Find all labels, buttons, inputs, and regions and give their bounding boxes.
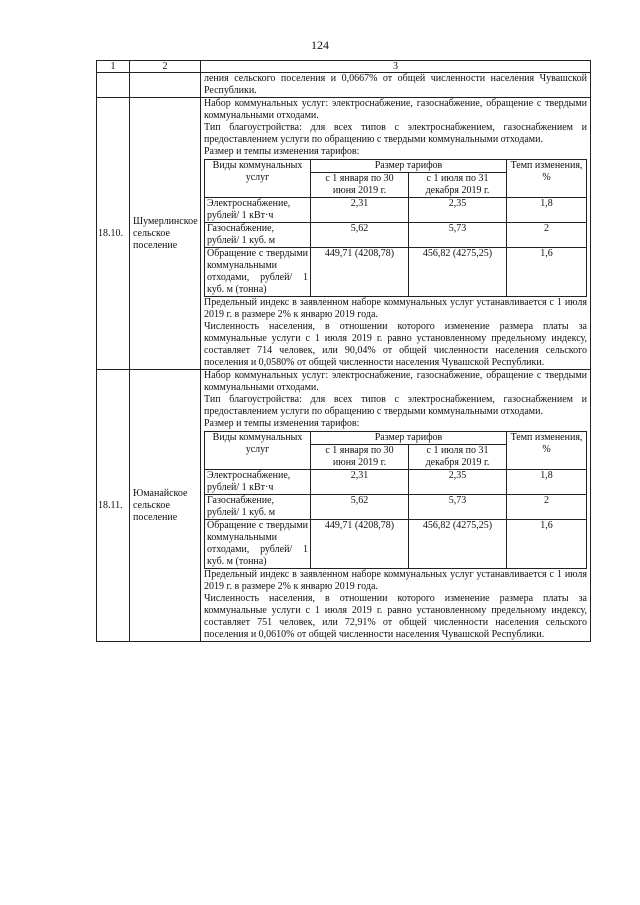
tariff-rate: 1,8 (507, 198, 587, 223)
entry-row (97, 98, 591, 370)
tariff-service: Газоснабжение, рублей/ 1 куб. м (205, 223, 311, 248)
tariff-table (204, 431, 587, 569)
entry-number: 18.10. (97, 98, 130, 370)
tariff-period2: 2,35 (409, 470, 507, 495)
tariff-period1: 5,62 (311, 495, 409, 520)
main-table (96, 60, 591, 642)
improvement-text: Тип благоустройства: для всех типов с электроснабжением, газоснабжением и предоставлением услуги по обращению с твердыми коммунальными отходами. (204, 122, 587, 145)
tariff-period1: 2,31 (311, 198, 409, 223)
col-tariff-size-header: Размер тарифов (311, 432, 507, 445)
col-rate-header: Темп изменения, % (507, 432, 587, 470)
column-header-3: 3 (201, 61, 591, 73)
entry-name: Шумерлинское сельское поселение (133, 215, 198, 251)
services-text: Набор коммунальных услуг: электроснабжение, газоснабжение, обращение с твердыми коммунальными отходами. (204, 370, 587, 393)
tariff-rate: 1,6 (507, 248, 587, 297)
tariff-service: Газоснабжение, рублей/ 1 куб. м (205, 495, 311, 520)
tariff-row (205, 248, 587, 297)
carryover-text: ления сельского поселения и 0,0667% от общей численности населения Чувашской Республики. (204, 73, 587, 96)
col-services-header: Виды коммунальных услуг (205, 432, 311, 470)
tariff-service: Обращение с твердыми коммунальными отходами, рублей/ 1 куб. м (тонна) (205, 520, 311, 569)
tariff-period1: 449,71 (4208,78) (311, 248, 409, 297)
index-text: Предельный индекс в заявленном наборе коммунальных услуг устанавливается с 1 июля 2019 г. в размере 2% к январю 2019 года. (204, 297, 587, 320)
tariff-period1: 2,31 (311, 470, 409, 495)
tariff-period1: 5,62 (311, 223, 409, 248)
services-text: Набор коммунальных услуг: электроснабжение, газоснабжение, обращение с твердыми коммунальными отходами. (204, 98, 587, 121)
page-number: 124 (311, 38, 329, 52)
col-period2-header: с 1 июля по 31 декабря 2019 г. (409, 445, 507, 470)
tariff-period2: 5,73 (409, 495, 507, 520)
col-period1-header: с 1 января по 30 июня 2019 г. (311, 173, 409, 198)
tariff-service: Электроснабжение, рублей/ 1 кВт·ч (205, 198, 311, 223)
tariff-rate: 1,8 (507, 470, 587, 495)
tariff-rate: 1,6 (507, 520, 587, 569)
tariff-period2: 2,35 (409, 198, 507, 223)
entry-name: Юманайское сельское поселение (133, 487, 188, 523)
population-text: Численность населения, в отношении которого изменение размера платы за коммунальные услуги с 1 июля 2019 г. равно установленному предельному индексу, составляет 751 человек, или 72,91% от общей численности населения сельского поселения и 0,0610% от общей численности населения Чувашской Республики. (204, 593, 587, 640)
tariff-service: Электроснабжение, рублей/ 1 кВт·ч (205, 470, 311, 495)
tariffs-heading: Размер и темпы изменения тарифов: (204, 146, 360, 157)
entry-number: 18.11. (97, 370, 130, 642)
column-header-2: 2 (130, 61, 201, 73)
tariff-rate: 2 (507, 223, 587, 248)
tariff-row (205, 470, 587, 495)
tariff-rate: 2 (507, 495, 587, 520)
tariff-row (205, 495, 587, 520)
entry-row (97, 370, 591, 642)
tariff-period1: 449,71 (4208,78) (311, 520, 409, 569)
tariff-period2: 456,82 (4275,25) (409, 520, 507, 569)
tariff-period2: 5,73 (409, 223, 507, 248)
index-text: Предельный индекс в заявленном наборе коммунальных услуг устанавливается с 1 июля 2019 г. в размере 2% к январю 2019 года. (204, 569, 587, 592)
col-rate-header: Темп изменения, % (507, 160, 587, 198)
column-header-1: 1 (97, 61, 130, 73)
improvement-text: Тип благоустройства: для всех типов с электроснабжением, газоснабжением и предоставлением услуги по обращению с твердыми коммунальными отходами. (204, 394, 587, 417)
entry-content (201, 98, 591, 370)
col-period2-header: с 1 июля по 31 декабря 2019 г. (409, 173, 507, 198)
column-header-row (97, 61, 591, 73)
col-period1-header: с 1 января по 30 июня 2019 г. (311, 445, 409, 470)
col-tariff-size-header: Размер тарифов (311, 160, 507, 173)
tariff-row (205, 223, 587, 248)
tariff-row (205, 198, 587, 223)
tariff-table (204, 159, 587, 297)
carryover-row (97, 73, 591, 98)
col-services-header: Виды коммунальных услуг (205, 160, 311, 198)
tariffs-heading: Размер и темпы изменения тарифов: (204, 418, 360, 429)
population-text: Численность населения, в отношении которого изменение размера платы за коммунальные услуги с 1 июля 2019 г. равно установленному предельному индексу, составляет 714 человек, или 90,04% от общей численности населения сельского поселения и 0,0580% от общей численности населения Чувашской Республики. (204, 321, 587, 368)
entry-content (201, 370, 591, 642)
tariff-service: Обращение с твердыми коммунальными отходами, рублей/ 1 куб. м (тонна) (205, 248, 311, 297)
tariff-period2: 456,82 (4275,25) (409, 248, 507, 297)
tariff-row (205, 520, 587, 569)
